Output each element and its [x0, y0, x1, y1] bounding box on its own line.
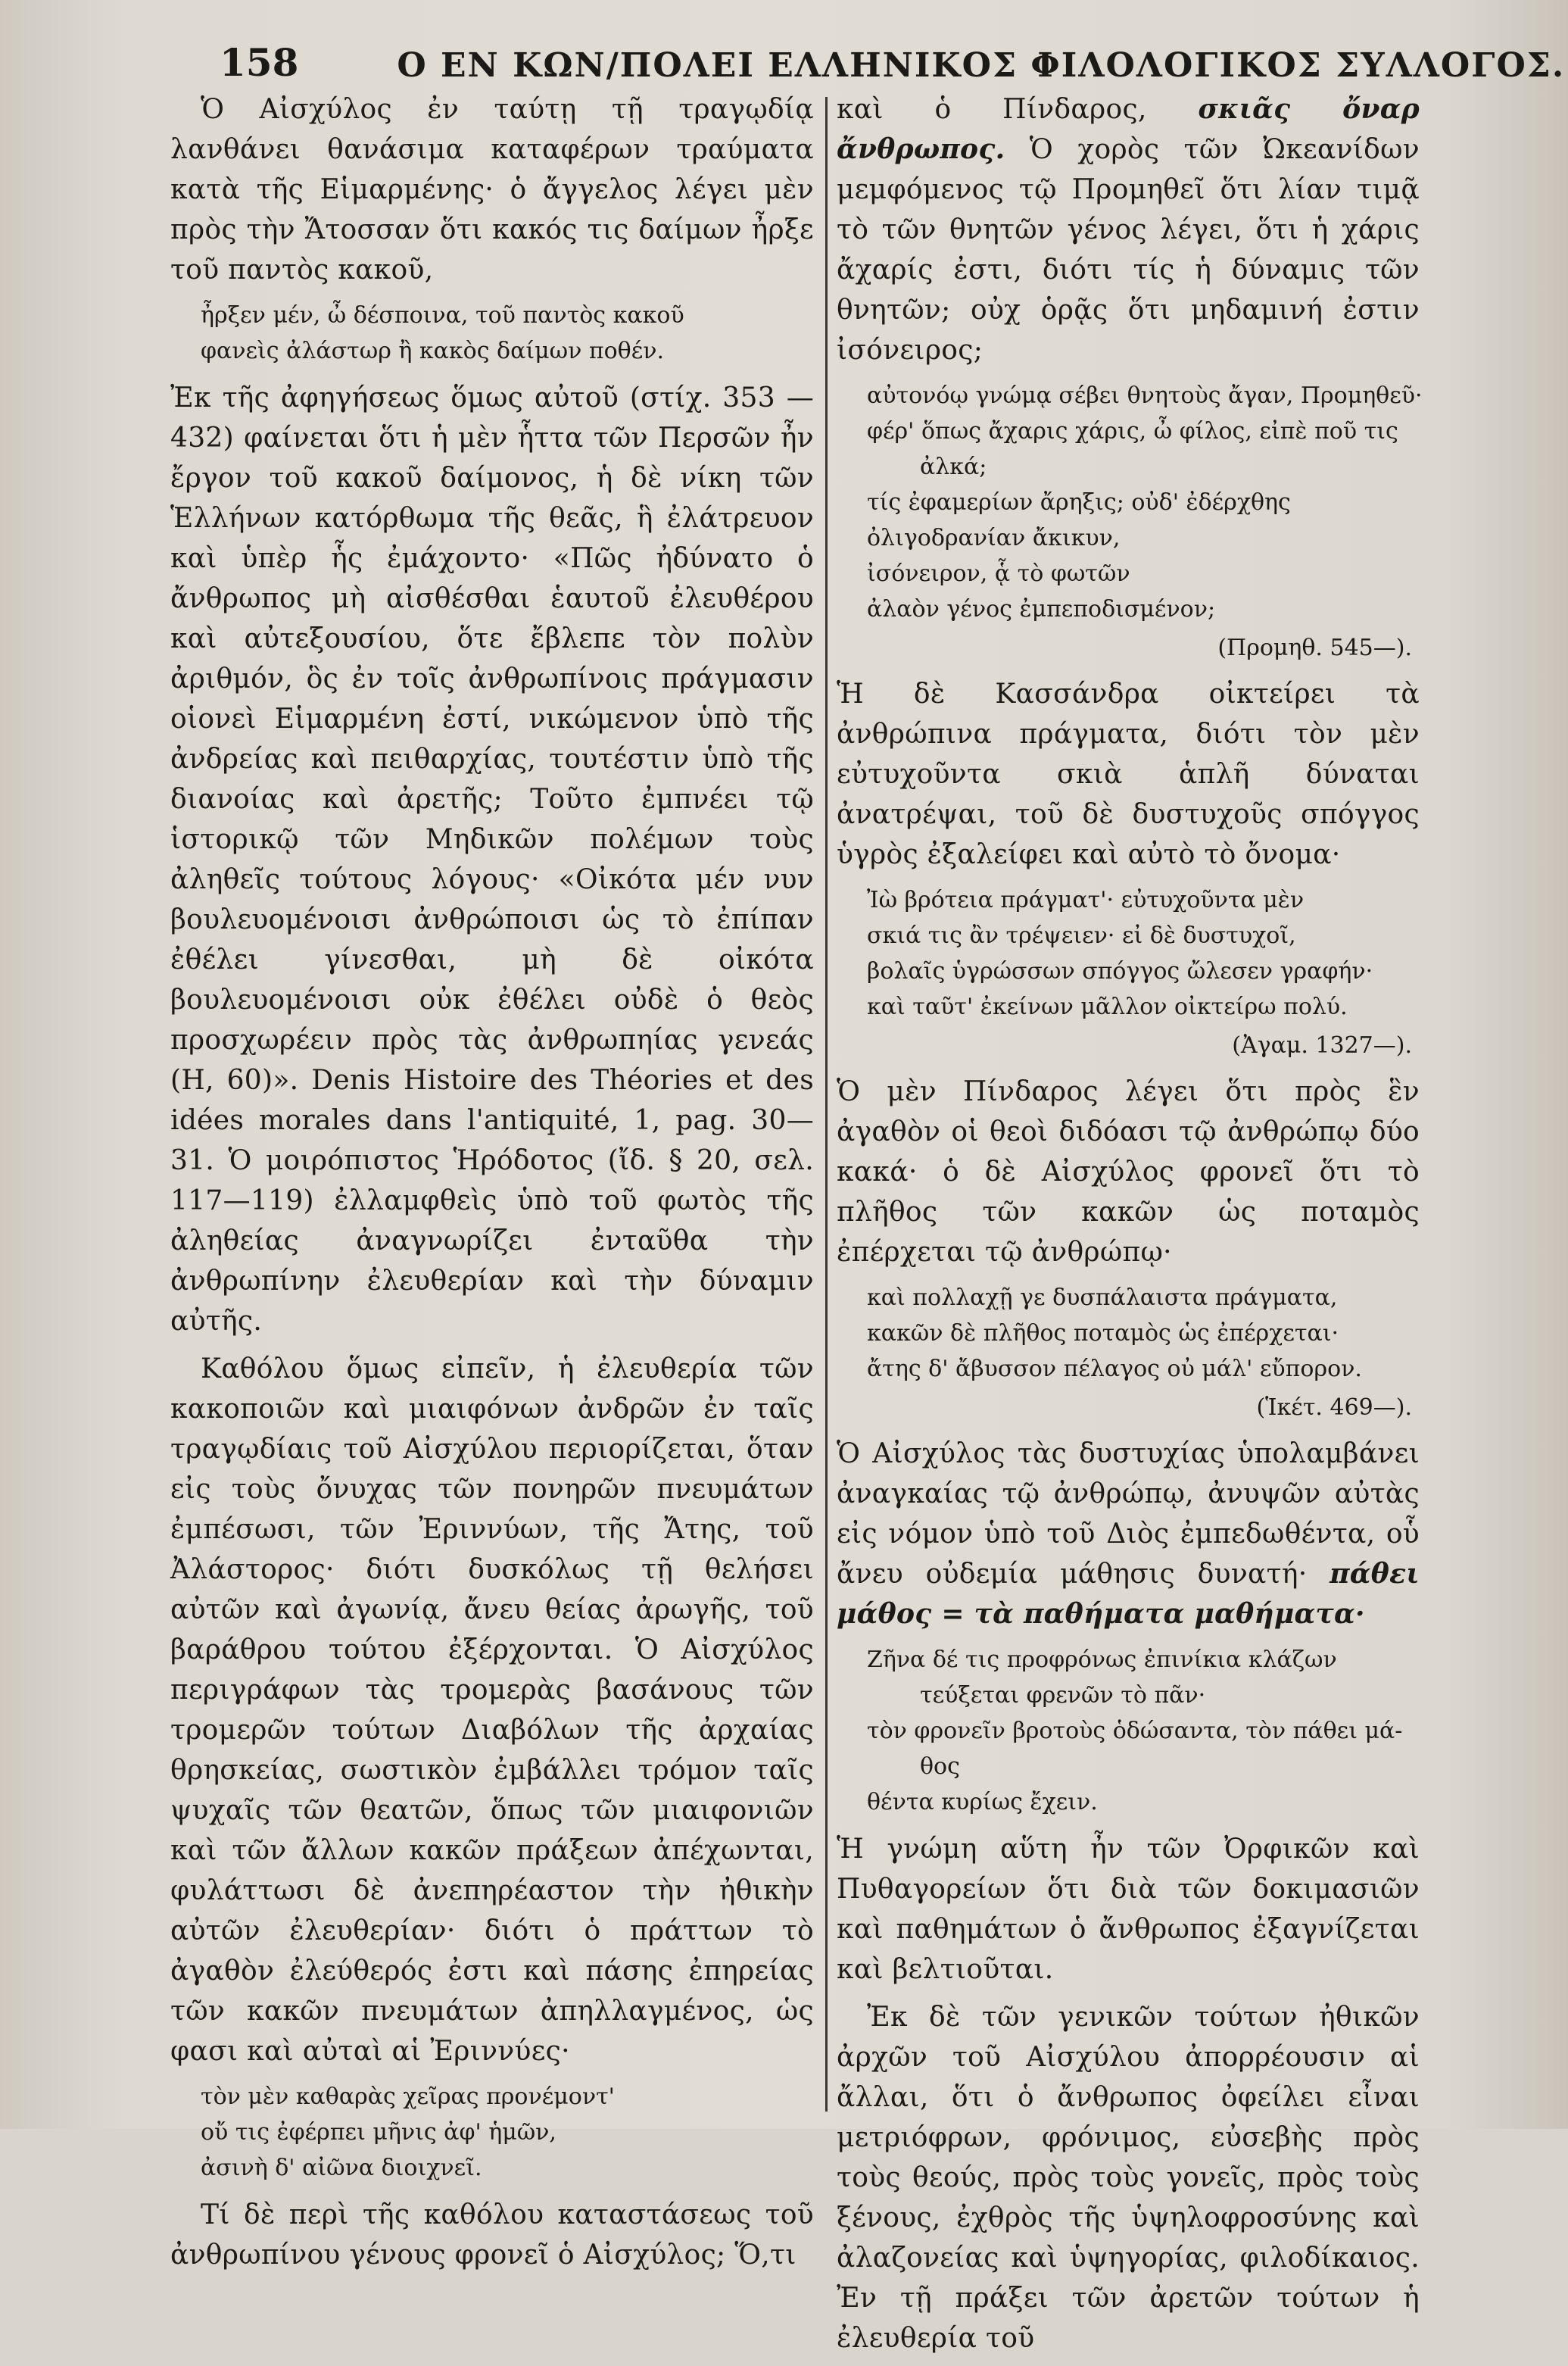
verse-line: ὀλιγοδρανίαν ἄκικυν,: [867, 525, 1121, 551]
text-run: Ὁ Αἰσχύλος τὰς δυστυχίας ὑπολαμβάνει ἀναγκαίας τῷ ἀνθρώπῳ, ἀνυψῶν αὐτὰς εἰς νόμον ὑπὸ τοῦ Διὸς ἐμπεδωθέντα, οὗ ἄνευ οὐδεμία μάθησις δυνατή·: [837, 1438, 1420, 1590]
verse-line: οὔ τις ἐφέρπει μῆνις ἀφ' ἡμῶν,: [201, 2119, 556, 2146]
verse-line: ἦρξεν μέν, ὦ δέσποινα, τοῦ παντὸς κακοῦ: [201, 302, 684, 329]
column-divider: [825, 97, 828, 2112]
emphasis: σκιᾶς ὄναρ ἄνθρωπος.: [837, 93, 1420, 165]
verse-line: ἀλκά;: [920, 454, 987, 480]
citation: (Ἀγαμ. 1327—).: [1232, 1032, 1412, 1059]
paragraph: Ἐκ τῆς ἀφηγήσεως ὅμως αὐτοῦ (στίχ. 353 — 432) φαίνεται ὅτι ἡ μὲν ἧττα τῶν Περσῶν ἦν ἔργον τοῦ κακοῦ δαίμονος, ἡ δὲ νίκη τῶν Ἑλλήνων κατόρθωμα τῆς θεᾶς, ἣ ἐλάτρευον καὶ ὑπὲρ ἧς ἐμάχοντο· «Πῶς ἠδύνατο ὁ ἄνθρωπος μὴ αἰσθέσθαι ἑαυτοῦ ἐλευθέρου καὶ αὐτεξουσίου, ὅτε ἔβλεπε τὸν πολὺν ἀριθμόν, ὃς ἐν τοῖς ἀνθρωπίνοις πράγμασιν οἱονεὶ Εἱμαρμένη ἐστί, νικώμενον ὑπὸ τῆς ἀνδρείας καὶ πειθαρχίας, τουτέστιν ὑπὸ τῆς διανοίας καὶ ἀρετῆς; Τοῦτο ἐμπνέει τῷ ἱστορικῷ τῶν Μηδικῶν πολέμων τοὺς ἀληθεῖς τούτους λόγους· «Οἰκότα μέν νυν βουλευομένοισι ἀνθρώποισι ὡς τὸ ἐπίπαν ἐθέλει γίνεσθαι, μὴ δὲ οἰκότα βουλευομένοισι οὐκ ἐθέλει οὐδὲ ὁ θεὸς προσχωρέειν πρὸς τὰς ἀνθρωπηίας γενεάς (Η, 60)». Denis Histoire des Théories et des idées morales dans l'antiquité, 1, pag. 30—31. Ὁ μοιρόπιστος Ἡρόδοτος (ἴδ. § 20, σελ. 117—119) ἐλλαμφθεὶς ὑπὸ τοῦ φωτὸς τῆς ἀληθείας ἀναγνωρίζει ἐνταῦθα τὴν ἀνθρωπίνην ἐλευθερίαν καὶ τὴν δύναμιν αὐτῆς.: [170, 382, 814, 1337]
verse-line: ἀσινὴ δ' αἰῶνα διοιχνεῖ.: [201, 2155, 482, 2181]
page-number: 158: [220, 40, 299, 85]
verse-line: κακῶν δὲ πλῆθος ποταμὸς ὡς ἐπέρχεται·: [867, 1320, 1339, 1347]
verse-quote: [201, 298, 814, 369]
text-run: Ὁ χορὸς τῶν Ὠκεανίδων μεμφόμενος τῷ Προμηθεῖ ὅτι λίαν τιμᾷ τὸ τῶν θνητῶν γένος λέγει, ὅτι ἡ χάρις ἄχαρίς ἐστι, διότι τίς ἡ δύναμις τῶν θνητῶν; οὐχ ὁρᾷς ὅτι μηδαμινή ἐστιν ἰσόνειρος;: [837, 134, 1420, 366]
verse-line: φανεὶς ἀλάστωρ ἢ κακὸς δαίμων ποθέν.: [201, 338, 665, 364]
verse-line: ἰσόνειρον, ᾇ τὸ φωτῶν: [867, 560, 1130, 587]
verse-line: τὸν φρονεῖν βροτοὺς ὁδώσαντα, τὸν πάθει μά-: [867, 1718, 1403, 1744]
verse-line: ἀλαὸν γένος ἐμπεποδισμένον;: [867, 596, 1216, 623]
verse-line: τὸν μὲν καθαρὰς χεῖρας προνέμοντ': [201, 2084, 615, 2110]
verse-line: ἄτης δ' ἄβυσσον πέλαγος οὐ μάλ' εὔπορον.: [867, 1356, 1362, 1382]
paragraph: Ἐκ δὲ τῶν γενικῶν τούτων ἠθικῶν ἀρχῶν τοῦ Αἰσχύλου ἀπορρέουσιν αἱ ἄλλαι, ὅτι ὁ ἄνθρωπος ὀφείλει εἶναι μετριόφρων, φρόνιμος, εὐσεβὴς πρὸς τοὺς θεούς, πρὸς τοὺς γονεῖς, πρὸς τοὺς ξένους, ἐχθρὸς τῆς ὑψηλοφροσύνης καὶ ἀλαζονείας καὶ ὑψηγορίας, φιλοδίκαιος. Ἐν τῇ πράξει τῶν ἀρετῶν τούτων ἡ ἐλευθερία τοῦ: [837, 2002, 1420, 2354]
emphasis: πάθει μάθος = τὰ παθήματα μαθήματα·: [837, 1558, 1420, 1630]
verse-quote: [867, 378, 1423, 627]
citation: (Ἱκέτ. 469—).: [1256, 1394, 1412, 1421]
verse-line: φέρ' ὅπως ἄχαρις χάρις, ὦ φίλος, εἰπὲ ποῦ τις: [867, 418, 1398, 445]
verse-quote: [867, 1642, 1420, 1820]
paragraph: [837, 1434, 1420, 1634]
verse-quote: [867, 1280, 1420, 1387]
paragraph: Ἡ δὲ Κασσάνδρα οἰκτείρει τὰ ἀνθρώπινα πράγματα, διότι τὸν μὲν εὐτυχοῦντα σκιὰ ἁπλῆ δύναται ἀνατρέψαι, τοῦ δὲ δυστυχοῦς σπόγγος ὑγρὸς ἐξαλείφει καὶ αὐτὸ τὸ ὄνομα·: [837, 679, 1420, 870]
verse-line: αὐτονόῳ γνώμᾳ σέβει θνητοὺς ἄγαν, Προμηθεῦ·: [867, 382, 1423, 409]
verse-line: σκιά τις ἂν τρέψειεν· εἰ δὲ δυστυχοῖ,: [867, 922, 1296, 949]
verse-line: καὶ πολλαχῇ γε δυσπάλαιστα πράγματα,: [867, 1284, 1338, 1311]
text-run: καὶ ὁ Πίνδαρος,: [837, 94, 1147, 125]
left-column: [170, 89, 814, 2283]
paragraph: Ὁ μὲν Πίνδαρος λέγει ὅτι πρὸς ἓν ἀγαθὸν οἱ θεοὶ διδόασι τῷ ἀνθρώπῳ δύο κακά· ὁ δὲ Αἰσχύλος φρονεῖ ὅτι τὸ πλῆθος τῶν κακῶν ὡς ποταμὸς ἐπέρχεται τῷ ἀνθρώπῳ·: [837, 1076, 1420, 1268]
verse-line: τίς ἐφαμερίων ἄρηξις; οὐδ' ἐδέρχθης: [867, 489, 1291, 516]
verse-line: θος: [920, 1753, 960, 1780]
verse-quote: [201, 2079, 814, 2186]
paragraph: Καθόλου ὅμως εἰπεῖν, ἡ ἐλευθερία τῶν κακοποιῶν καὶ μιαιφόνων ἀνδρῶν ἐν ταῖς τραγῳδίαις τοῦ Αἰσχύλου περιορίζεται, ὅταν εἰς τοὺς ὄνυχας τῶν πονηρῶν πνευμάτων ἐμπέσωσι, τῶν Ἐριννύων, τῆς Ἄτης, τοῦ Ἀλάστορος· διότι δυσκόλως τῇ θελήσει αὐτῶν καὶ ἀγωνίᾳ, ἄνευ θείας ἀρωγῆς, τοῦ βαράθρου τούτου ἐξέρχονται. Ὁ Αἰσχύλος περιγράφων τὰς τρομερὰς βασάνους τῶν τρομερῶν τούτων Διαβόλων τῆς ἀρχαίας θρησκείας, σωστικὸν ἐμβάλλει τρόμον ταῖς ψυχαῖς τῶν θεατῶν, ὅπως τῶν μιαιφονιῶν καὶ τῶν ἄλλων κακῶν πράξεων ἀπέχωνται, φυλάττωσι δὲ ἀνεπηρέαστον τὴν ἠθικὴν αὐτῶν ἐλευθερίαν· διότι ὁ πράττων τὸ ἀγαθὸν ἐλεύθερός ἐστι καὶ πάσης ἐπηρείας τῶν κακῶν πνευμάτων ἀπηλλαγμένος, ὡς φασι καὶ αὐταὶ αἱ Ἐριννύες·: [170, 1353, 814, 2067]
verse-line: Ζῆνα δέ τις προφρόνως ἐπινίκια κλάζων: [867, 1647, 1337, 1673]
verse-line: καὶ ταῦτ' ἐκείνων μᾶλλον οἰκτείρω πολύ.: [867, 994, 1348, 1020]
paragraph: Τί δὲ περὶ τῆς καθόλου καταστάσεως τοῦ ἀνθρωπίνου γένους φρονεῖ ὁ Αἰσχύλος; Ὅ,τι: [170, 2199, 814, 2271]
verse-quote: [867, 882, 1420, 1025]
page-header: [220, 17, 1566, 85]
paragraph: [837, 89, 1420, 370]
verse-line: βολαῖς ὑγρώσσων σπόγγος ὤλεσεν γραφήν·: [867, 958, 1373, 985]
running-title: Ο ΕΝ ΚΩΝ/ΠΟΛΕΙ ΕΛΛΗΝΙΚΟΣ ΦΙΛΟΛΟΓΙΚΟΣ ΣΥΛΛΟΓΟΣ.: [397, 46, 1566, 85]
verse-line: τεύξεται φρενῶν τὸ πᾶν·: [920, 1682, 1206, 1709]
paragraph: Ὁ Αἰσχύλος ἐν ταύτῃ τῇ τραγῳδίᾳ λανθάνει θανάσιμα καταφέρων τραύματα κατὰ τῆς Εἱμαρμένης· ὁ ἄγγελος λέγει μὲν πρὸς τὴν Ἄτοσσαν ὅτι κακός τις δαίμων ἦρξε τοῦ παντὸς κακοῦ,: [170, 94, 814, 286]
verse-line: Ἰὼ βρότεια πράγματ'· εὐτυχοῦντα μὲν: [867, 887, 1305, 913]
citation: (Προμηθ. 545—).: [1217, 635, 1412, 661]
paragraph: Ἡ γνώμη αὕτη ἦν τῶν Ὀρφικῶν καὶ Πυθαγορείων ὅτι διὰ τῶν δοκιμασιῶν καὶ παθημάτων ὁ ἄνθρωπος ἐξαγνίζεται καὶ βελτιοῦται.: [837, 1834, 1420, 1985]
verse-line: θέντα κυρίως ἔχειν.: [867, 1789, 1098, 1815]
right-column: [837, 89, 1423, 2366]
